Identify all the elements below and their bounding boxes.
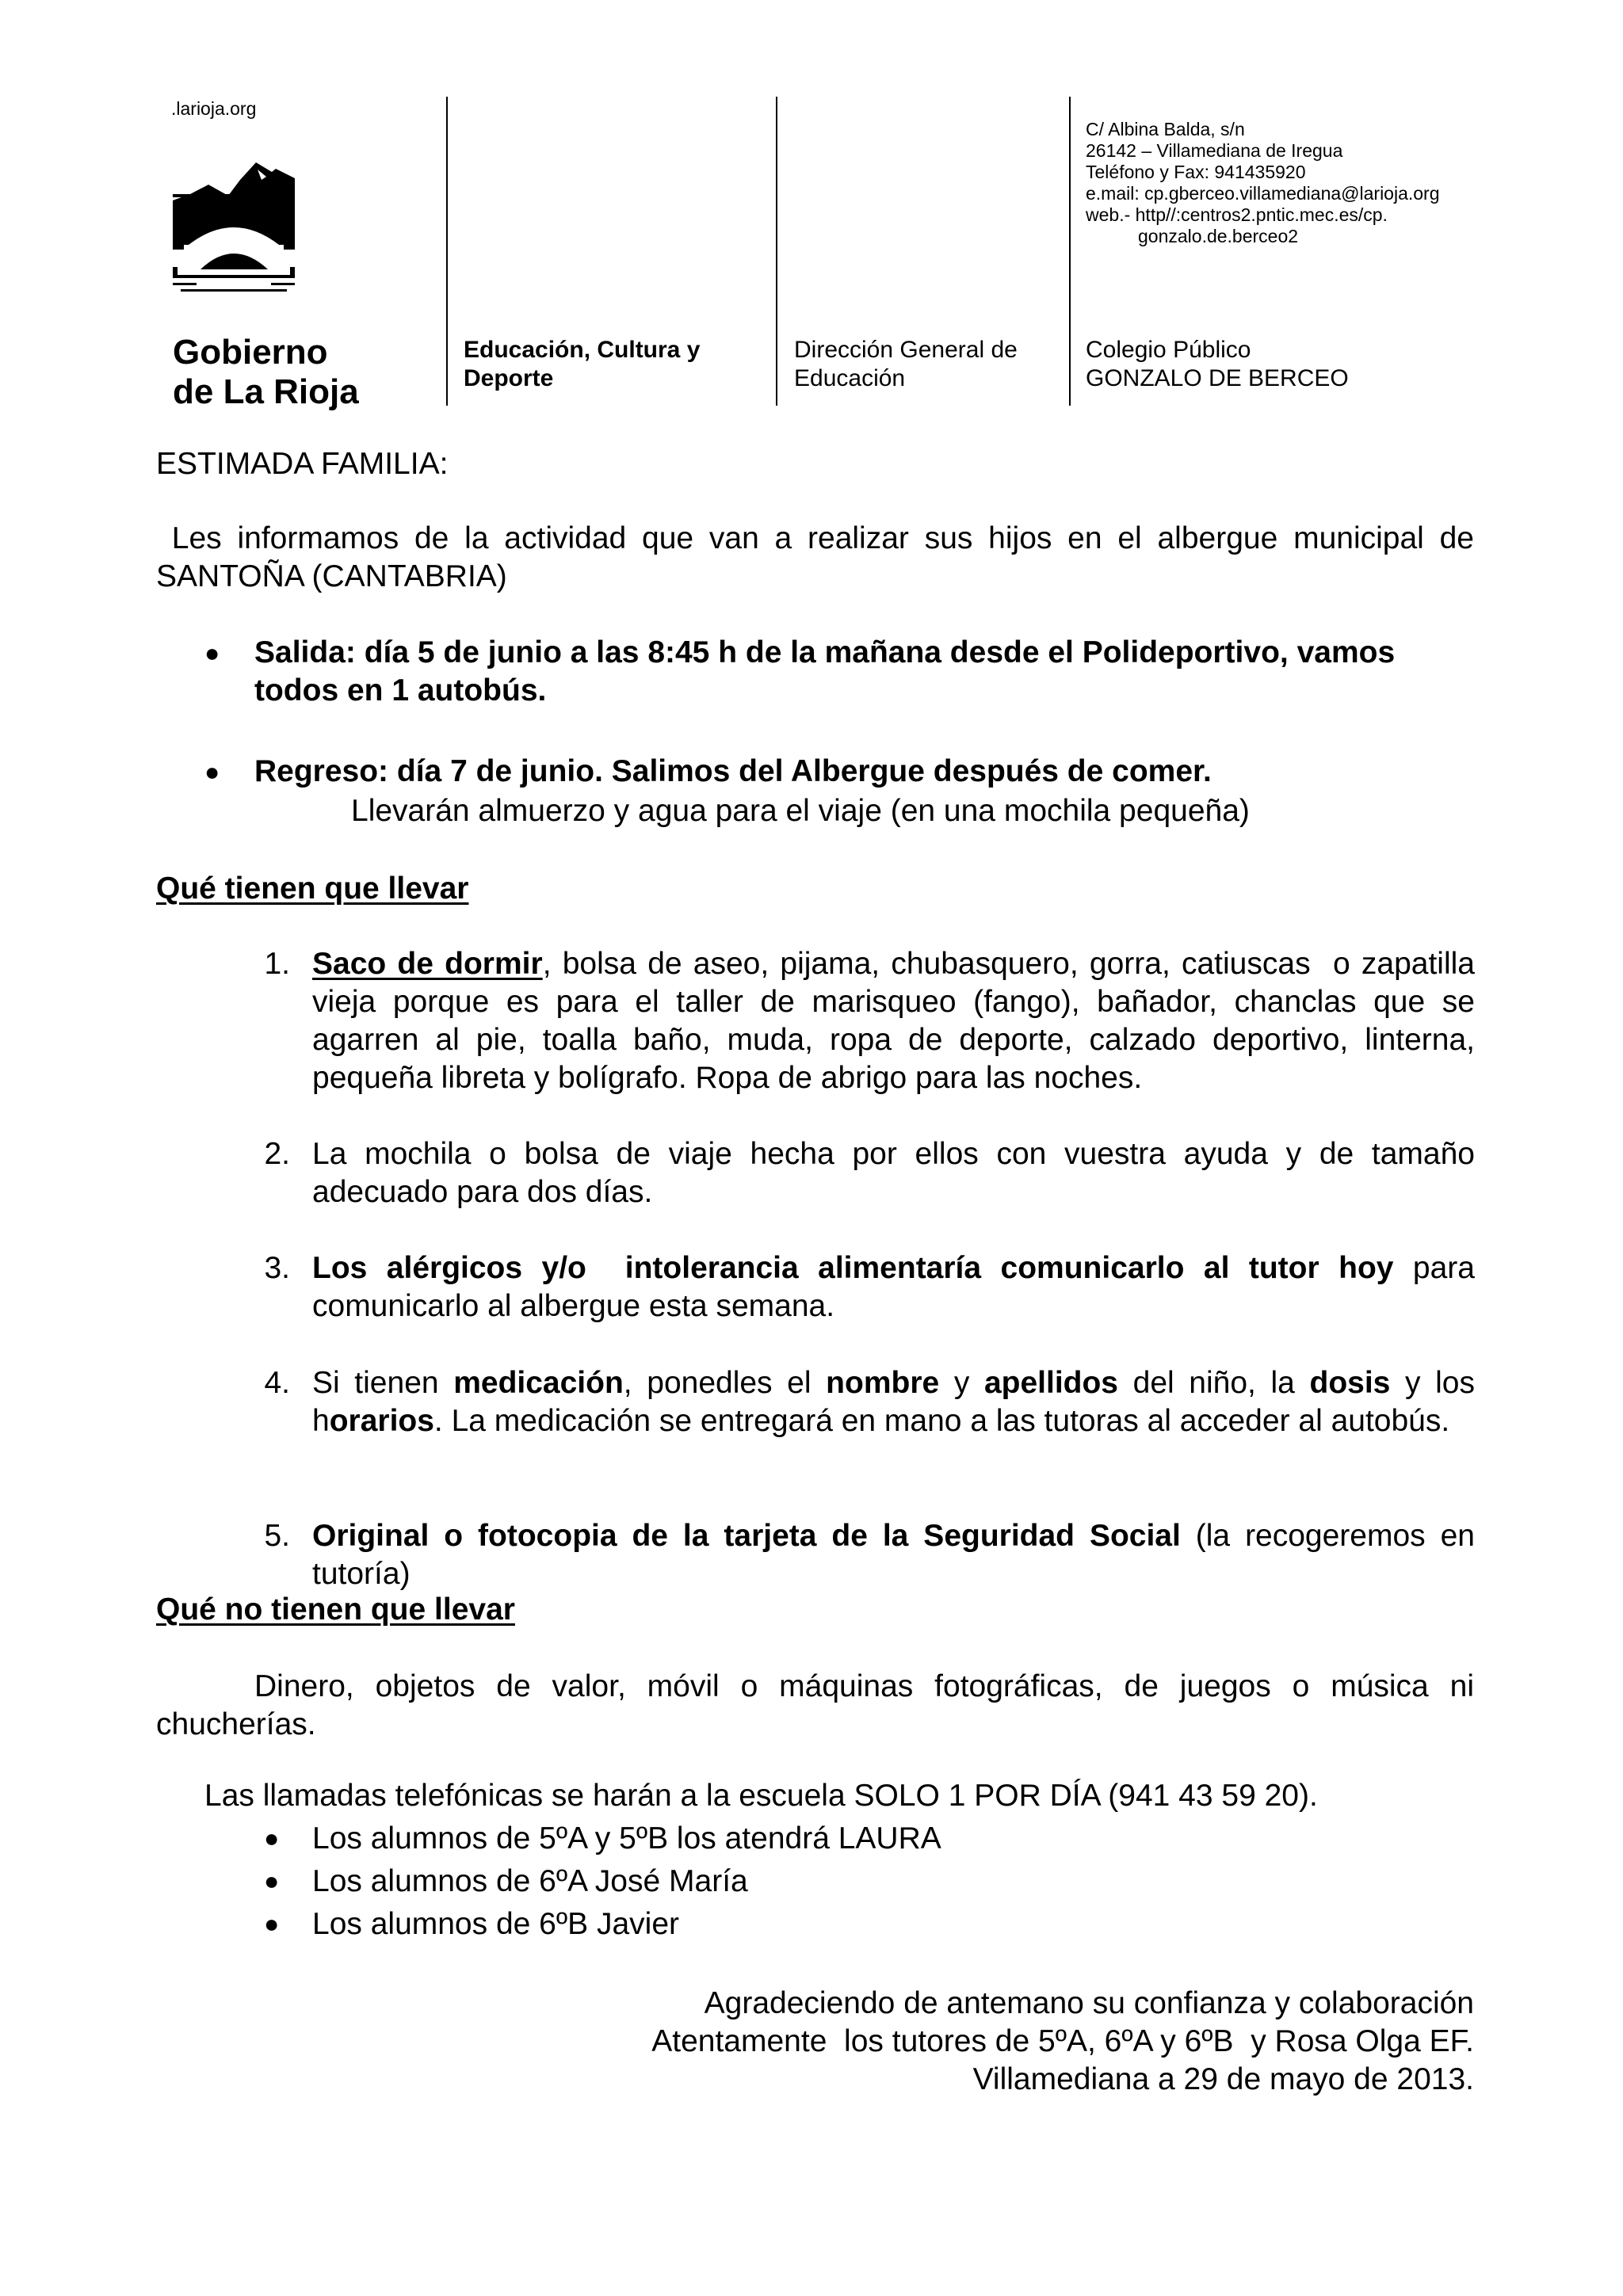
bullet-icon: ●	[204, 757, 220, 786]
llamadas-intro: Las llamadas telefónicas se harán a la escuela SOLO 1 POR DÍA (941 43 59 20).	[204, 1779, 1318, 1813]
item-1-bold: Saco de dormir	[312, 947, 543, 981]
school-address	[1086, 119, 1440, 247]
la-rioja-logo	[173, 162, 300, 293]
greeting: ESTIMADA FAMILIA:	[156, 447, 449, 481]
regreso-note: Llevarán almuerzo y agua para el viaje (en una mochila pequeña)	[351, 794, 1250, 828]
item-3-text: para comunicarlo al albergue esta semana.	[312, 1251, 1475, 1323]
gobierno-title	[173, 333, 359, 412]
no-llevar-text: Dinero, objetos de valor, móvil o máquinas fotográficas, de juegos o música ni chucherías.	[156, 1669, 1474, 1741]
item-4-text: . La medicación se entregará en mano a las tutoras al acceder al autobús.	[433, 1404, 1450, 1438]
list-item-5	[312, 1517, 1484, 1593]
no-llevar-heading: Qué no tienen que llevar	[156, 1592, 515, 1627]
que-llevar-heading: Qué tienen que llevar	[156, 871, 469, 906]
llamadas-item-2: Los alumnos de 6ºA José María	[312, 1864, 748, 1898]
gobierno-line-2: de La Rioja	[173, 372, 359, 411]
colegio-line-2: GONZALO DE BERCEO	[1086, 365, 1349, 391]
item-1-text: , bolsa de aseo, pijama, chubasquero, gorra, catiuscas o zapatilla vieja porque es para el taller de marisqueo (fango), bañador, chanclas que se agarren al pie, toalla baño, muda, ropa de deporte, calzado deportivo, linterna, pequeña libreta y bolígrafo. Ropa de abrigo para las noches.	[312, 947, 1484, 1095]
bullet-icon: ●	[264, 1824, 280, 1852]
item-4-text: , ponedles el	[623, 1366, 827, 1400]
item-4-bold: nombre	[826, 1366, 940, 1400]
salida-text: Salida: día 5 de junio a las 8:45 h de la mañana desde el Polideportivo, vamos todos en 1 autobús.	[254, 635, 1396, 707]
header-divider-1	[446, 97, 448, 406]
list-item-1	[312, 945, 1484, 1097]
consejeria-line-1: Educación, Cultura y	[464, 337, 701, 363]
item-4-bold: apellidos	[983, 1366, 1118, 1400]
item-number: 1.	[264, 947, 290, 981]
item-4-text: del niño, la	[1118, 1366, 1310, 1400]
item-number: 2.	[264, 1137, 290, 1171]
item-number: 4.	[264, 1366, 290, 1400]
llamadas-item-3: Los alumnos de 6ºB Javier	[312, 1907, 679, 1941]
item-4-bold: medicación	[453, 1366, 624, 1400]
list-item-2: La mochila o bolsa de viaje hecha por ellos con vuestra ayuda y de tamaño adecuado para dos días.	[312, 1137, 1475, 1209]
item-5-bold: Original o fotocopia de la tarjeta de la Seguridad Social	[312, 1519, 1181, 1553]
address-line: 26142 – Villamediana de Iregua	[1086, 140, 1343, 161]
closing-line-2: Atentamente los tutores de 5ºA, 6ºA y 6ºB y Rosa Olga EF.	[651, 2024, 1474, 2058]
item-4-text: y	[939, 1366, 984, 1400]
item-number: 3.	[264, 1251, 290, 1285]
item-4-bold: orarios	[329, 1404, 434, 1438]
web: web.- http//:centros2.pntic.mec.es/cp.	[1086, 204, 1388, 225]
site-url: .larioja.org	[171, 98, 257, 119]
item-4-text: y los h	[312, 1366, 1484, 1438]
item-4-text: Si tienen	[312, 1366, 454, 1400]
bullet-icon: ●	[264, 1909, 280, 1938]
closing-line-3: Villamediana a 29 de mayo de 2013.	[972, 2062, 1474, 2096]
consejeria-label	[464, 336, 700, 393]
colegio-label	[1086, 336, 1349, 393]
bullet-icon: ●	[264, 1867, 280, 1895]
item-4-bold: dosis	[1309, 1366, 1391, 1400]
regreso-text: Regreso: día 7 de junio. Salimos del Albergue después de comer.	[254, 754, 1212, 788]
list-item-4	[312, 1364, 1484, 1440]
direccion-line-1: Dirección General de	[794, 337, 1018, 363]
gobierno-line-1: Gobierno	[173, 333, 328, 372]
address-line: C/ Albina Balda, s/n	[1086, 119, 1245, 139]
email: e.mail: cp.gberceo.villamediana@larioja.org	[1086, 183, 1440, 204]
consejeria-line-2: Deporte	[464, 365, 554, 391]
colegio-line-1: Colegio Público	[1086, 337, 1251, 363]
phone-fax: Teléfono y Fax: 941435920	[1086, 162, 1306, 182]
item-number: 5.	[264, 1519, 290, 1553]
header-divider-2	[776, 97, 777, 406]
bullet-icon: ●	[204, 639, 220, 667]
header-divider-3	[1069, 97, 1071, 406]
list-item-3	[312, 1249, 1475, 1325]
closing-line-1: Agradeciendo de antemano su confianza y colaboración	[704, 1986, 1474, 2020]
intro-paragraph: Les informamos de la actividad que van a realizar sus hijos en el albergue municipal de SANTOÑA (CANTABRIA)	[156, 521, 1483, 593]
direccion-line-2: Educación	[794, 365, 906, 391]
item-3-bold: Los alérgicos y/o intolerancia alimentaría comunicarlo al tutor hoy	[312, 1251, 1394, 1285]
llamadas-item-1: Los alumnos de 5ºA y 5ºB los atendrá LAURA	[312, 1821, 941, 1855]
web-continued: gonzalo.de.berceo2	[1138, 226, 1299, 246]
direccion-label	[794, 336, 1018, 393]
item-5-text: (la recogeremos en tutoría)	[312, 1519, 1484, 1591]
